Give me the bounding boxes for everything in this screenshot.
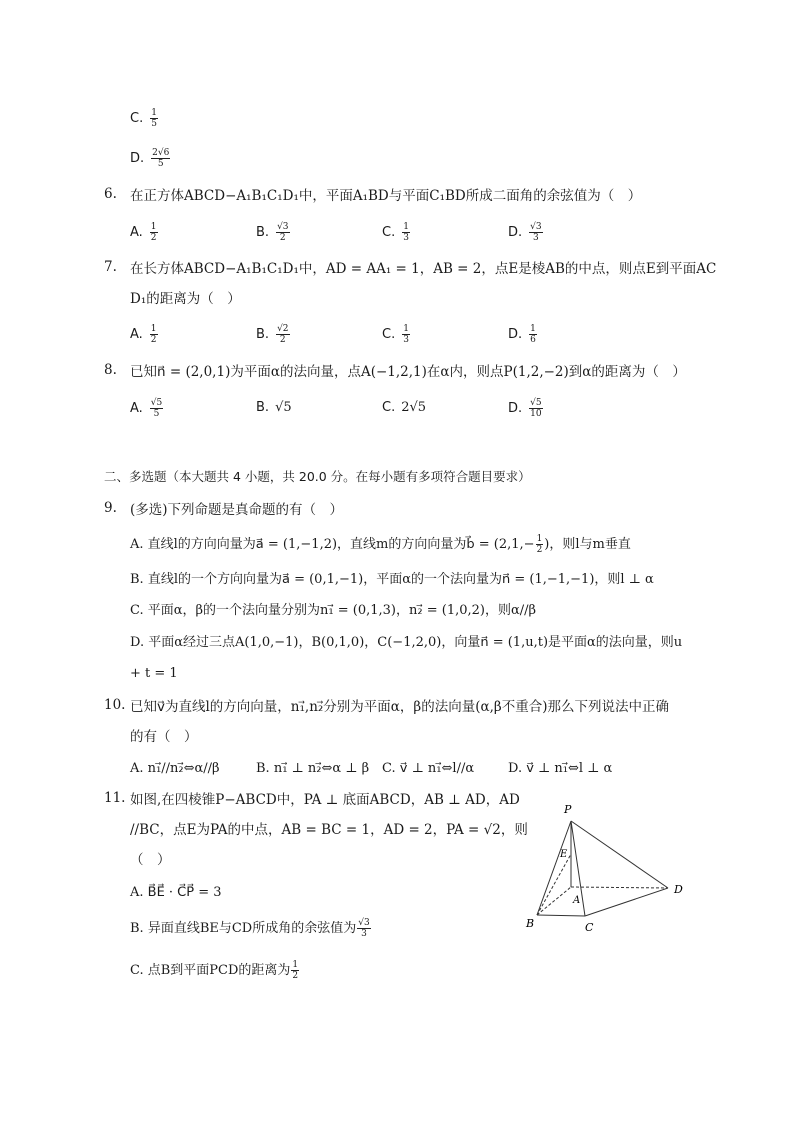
q6-option-d: D. $\frac{√3}{3}$	[508, 222, 542, 243]
label-d: D	[674, 883, 683, 896]
q11-option-c: C. 点B到平面PCD的距离为 $\frac{1}{2}$	[130, 960, 299, 981]
q8-option-a: A. $\frac{√5}{5}$	[130, 398, 163, 419]
option-label: C.	[130, 111, 144, 126]
q11-option-b: B. 异面直线BE与CD所成角的余弦值为 $\frac{√3}{3}$	[130, 918, 370, 939]
q8-option-d: D. $\frac{√5}{10}$	[508, 398, 542, 419]
q11-stem-line1: 如图,在四棱锥P−ABCD中，PA ⊥ 底面ABCD，AB ⊥ AD，AD	[130, 792, 520, 808]
q6-option-a: A. $\frac{1}{2}$	[130, 222, 157, 243]
q8-stem: 已知n⃗ = (2,0,1)为平面α的法向量，点A(−1,2,1)在α内，则点P(1,2,−2)到α的距离为（ ）	[130, 364, 686, 380]
fraction: $\frac{1}{5}$	[151, 108, 157, 129]
q7-option-d: D. $\frac{1}{6}$	[508, 324, 536, 345]
label-c: C	[585, 921, 594, 934]
edge-pd	[571, 821, 668, 888]
q11-stem-line3: （ ）	[130, 852, 171, 868]
q7-stem-line2: D₁的距离为（ ）	[130, 291, 241, 307]
question-number: 10.	[104, 697, 126, 713]
q8-option-c: C. 2√5	[382, 400, 427, 415]
q10-stem-line2: 的有（ ）	[130, 729, 198, 745]
q8-option-b: B. √5	[256, 400, 292, 415]
q9-stem: (多选)下列命题是真命题的有（ ）	[130, 502, 344, 518]
q6-option-c: C. $\frac{1}{3}$	[382, 222, 409, 243]
q11-option-a: A. B⃗E⃗ · C⃗P⃗ = 3	[130, 885, 222, 900]
q9-option-a: A. 直线l的方向向量为a⃗ = (1,−1,2)，直线m的方向向量为b⃗ = (2,1,− $\frac{1}{2}$ )，则l与m垂直	[130, 534, 631, 555]
q9-option-b: B. 直线l的一个方向向量为a⃗ = (0,1,−1)，平面α的一个法向量为n⃗ = (1,−1,−1)，则l ⊥ α	[130, 572, 654, 587]
question-number: 8.	[104, 362, 117, 378]
q10-option-b: B. n₁⃗ ⊥ n₂⃗⇔α ⊥ β	[256, 761, 370, 776]
q10-stem-line1: 已知v⃗为直线l的方向向量，n₁⃗,n₂⃗分别为平面α，β的法向量(α,β不重合)那么下列说法中正确	[130, 699, 669, 715]
q11-stem-line2: //BC，点E为PA的中点，AB = BC = 1，AD = 2，PA = √2，则	[130, 822, 528, 838]
q10-option-d: D. v⃗ ⊥ n₁⃗⇔l ⊥ α	[508, 761, 613, 776]
q9-option-d-line1: D. 平面α经过三点A(1,0,−1)，B(0,1,0)，C(−1,2,0)，向量n⃗ = (1,u,t)是平面α的法向量，则u	[130, 635, 683, 650]
question-number: 6.	[104, 186, 117, 202]
q10-option-c: C. v⃗ ⊥ n₁⃗⇔l//α	[382, 761, 475, 776]
q7-option-a: A. $\frac{1}{2}$	[130, 324, 157, 345]
label-e: E	[560, 849, 568, 860]
option-label: D.	[130, 151, 145, 166]
question-number: 9.	[104, 500, 117, 516]
question-number: 11.	[104, 790, 126, 806]
q5-option-d	[130, 148, 171, 169]
edge-be	[537, 854, 571, 915]
q7-option-c: C. $\frac{1}{3}$	[382, 324, 409, 345]
pyramid-figure	[515, 795, 695, 940]
q9-option-c: C. 平面α，β的一个法向量分别为n₁⃗ = (0,1,3)，n₂⃗ = (1,0,2)，则α//β	[130, 603, 537, 618]
q9-option-d-line2: + t = 1	[130, 666, 178, 681]
section-heading: 二、多选题（本大题共 4 小题，共 20.0 分。在每小题有多项符合题目要求）	[104, 469, 531, 484]
label-a: A	[573, 895, 581, 906]
q5-option-c	[130, 108, 159, 129]
edge-ad	[571, 887, 668, 888]
fraction: $\frac{2√6}{5}$	[152, 148, 170, 169]
q6-option-b: B. $\frac{√3}{2}$	[256, 222, 289, 243]
q7-stem-line1: 在长方体ABCD−A₁B₁C₁D₁中，AD = AA₁ = 1，AB = 2，点E是棱AB的中点，则点E到平面AC	[130, 261, 717, 277]
q10-option-a: A. n₁⃗//n₂⃗⇔α//β	[130, 761, 220, 776]
edge-bc	[537, 915, 585, 916]
q6-stem: 在正方体ABCD−A₁B₁C₁D₁中，平面A₁BD与平面C₁BD所成二面角的余弦值为（ ）	[130, 188, 642, 204]
edge-cd	[585, 888, 668, 916]
q7-option-b: B. $\frac{√2}{2}$	[256, 324, 289, 345]
question-number: 7.	[104, 259, 117, 275]
label-p: P	[564, 803, 572, 816]
label-b: B	[526, 917, 535, 930]
